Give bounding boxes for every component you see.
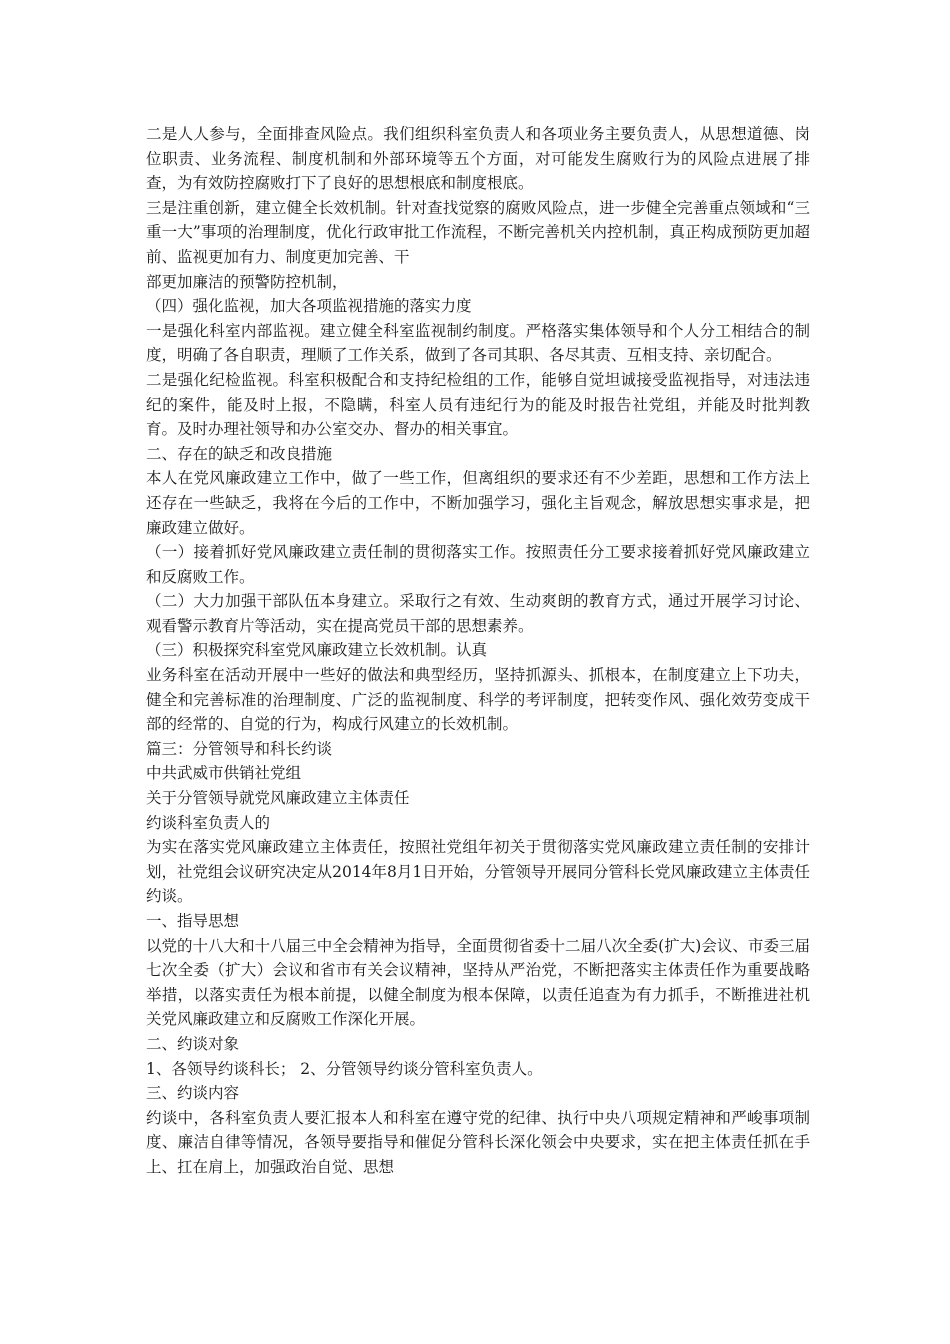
document-body	[146, 122, 810, 1180]
paragraph: 约谈中，各科室负责人要汇报本人和科室在遵守党的纪律、执行中央八项规定精神和严峻事项制度、廉洁自律等情况，各领导要指导和催促分管科长深化领会中央要求，实在把主体责任抓在手上、扛在肩上，加强政治自觉、思想	[146, 1108, 810, 1176]
paragraph: 二是人人参与，全面排查风险点。我们组织科室负责人和各项业务主要负责人，从思想道德、岗位职责、业务流程、制度机制和外部环境等五个方面，对可能发生腐败行为的风险点进展了排查，为有效防控腐败打下了良好的思想根底和制度根底。	[146, 125, 810, 193]
paragraph: 一是强化科室内部监视。建立健全科室监视制约制度。严格落实集体领导和个人分工相结合的制度，明确了各自职责，理顺了工作关系，做到了各司其职、各尽其责、互相支持、亲切配合。	[146, 321, 810, 365]
section-heading: 三、约谈内容	[146, 1084, 240, 1103]
paragraph: 为实在落实党风廉政建立主体责任，按照社党组年初关于贯彻落实党风廉政建立责任制的安排计划，社党组会议研究决定从2014年8月1日开始，分管领导开展同分管科长党风廉政建立主体责任约谈。	[146, 838, 810, 906]
paragraph: 二是强化纪检监视。科室积极配合和支持纪检组的工作，能够自觉坦诚接受监视指导，对违法违纪的案件，能及时上报，不隐瞒，科室人员有违纪行为的能及时报告社党组，并能及时批判教育。及时办理社领导和办公室交办、督办的相关事宜。	[146, 370, 810, 439]
paragraph: 业务科室在活动开展中一些好的做法和典型经历，坚持抓源头、抓根本，在制度建立上下功夫，健全和完善标准的治理制度、广泛的监视制度、科学的考评制度，把转变作风、强化效劳变成干部的经常的、自觉的行为，构成行风建立的长效机制。	[146, 666, 810, 734]
paragraph: 1、各领导约谈科长； 2、分管领导约谈分管科室负责人。	[146, 1059, 543, 1078]
part-title: 篇三：分管领导和科长约谈	[146, 739, 333, 758]
paragraph: （三）积极探究科室党风廉政建立长效机制。认真	[146, 641, 488, 660]
doc-title-line: 约谈科室负责人的	[146, 813, 271, 832]
section-heading: 二、存在的缺乏和改良措施	[146, 444, 333, 463]
doc-title-line: 关于分管领导就党风廉政建立主体责任	[146, 789, 410, 808]
paragraph: （一）接着抓好党风廉政建立责任制的贯彻落实工作。按照责任分工要求接着抓好党风廉政建立和反腐败工作。	[146, 543, 810, 586]
paragraph: 本人在党风廉政建立工作中，做了一些工作，但离组织的要求还有不少差距，思想和工作方法上还存在一些缺乏，我将在今后的工作中，不断加强学习，强化主旨观念，解放思想实事求是，把廉政建立做好。	[146, 469, 810, 537]
doc-issuer: 中共武威市供销社党组	[146, 764, 302, 783]
paragraph: 部更加廉洁的预警防控机制，	[146, 272, 348, 291]
paragraph: 三是注重创新，建立健全长效机制。针对查找觉察的腐败风险点，进一步健全完善重点领域和“三重一大”事项的治理制度，优化行政审批工作流程，不断完善机关内控机制，真正构成预防更加超前、监视更加有力、制度更加完善、干	[146, 198, 810, 266]
paragraph: （二）大力加强干部队伍本身建立。采取行之有效、生动爽朗的教育方式，通过开展学习讨论、观看警示教育片等活动，实在提高党员干部的思想素养。	[146, 592, 810, 635]
section-heading: （四）强化监视，加大各项监视措施的落实力度	[146, 297, 472, 316]
section-heading: 二、约谈对象	[146, 1034, 240, 1053]
section-heading: 一、指导思想	[146, 912, 240, 930]
paragraph: 以党的十八大和十八届三中全会精神为指导，全面贯彻省委十二届八次全委(扩大)会议、市委三届七次全委（扩大）会议和省市有关会议精神，坚持从严治党，不断把落实主体责任作为重要战略举措，以落实责任为根本前提，以健全制度为根本保障，以责任追查为有力抓手，不断推进社机关党风廉政建立和反腐败工作深化开展。	[146, 936, 810, 1029]
